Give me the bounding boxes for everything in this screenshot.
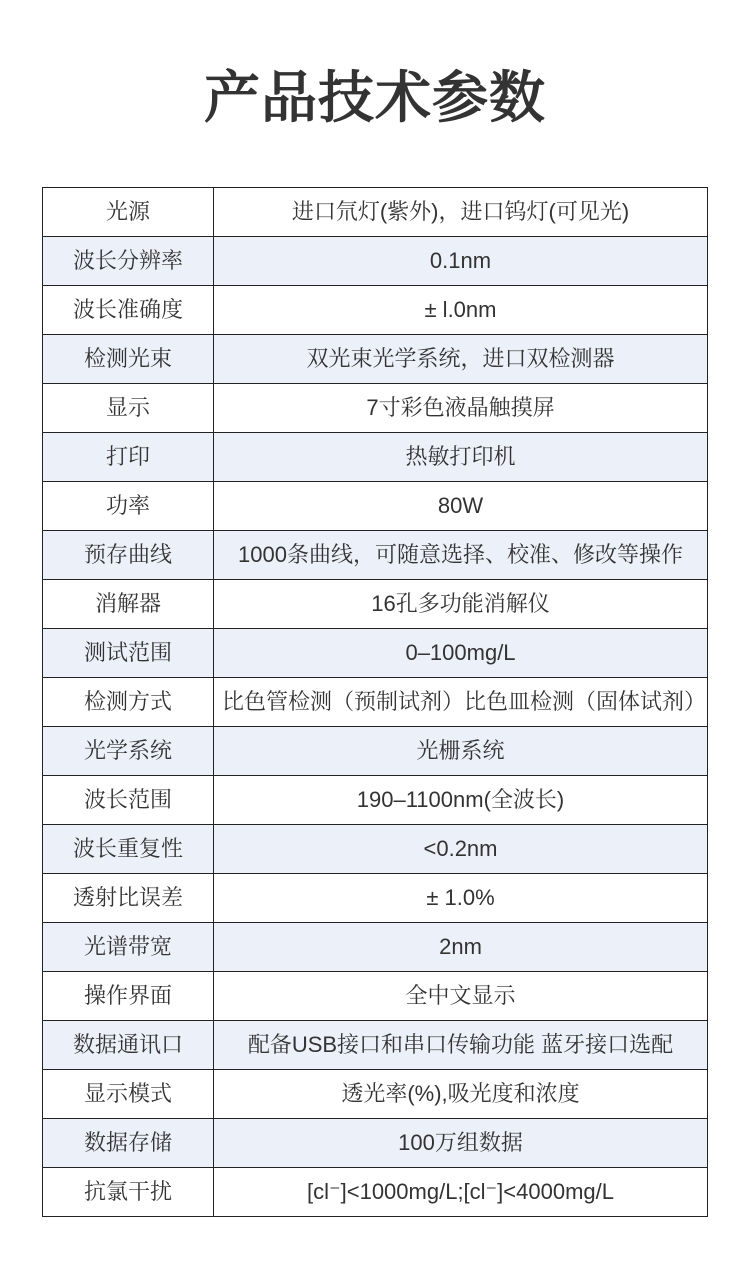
table-row [43, 776, 708, 825]
param-label: 操作界面 [43, 972, 214, 1021]
table-row [43, 972, 708, 1021]
param-label: 光源 [43, 188, 214, 237]
param-value: 配备USB接口和串口传输功能 蓝牙接口选配 [214, 1021, 708, 1070]
param-value: 16孔多功能消解仪 [214, 580, 708, 629]
param-value: 比色管检测（预制试剂）比色皿检测（固体试剂） [214, 678, 708, 727]
table-row [43, 923, 708, 972]
param-value: [cl⁻]<1000mg/L;[cl⁻]<4000mg/L [214, 1168, 708, 1217]
table-row [43, 727, 708, 776]
table-row [43, 335, 708, 384]
page-title: 产品技术参数 [204, 66, 546, 129]
table-row [43, 1021, 708, 1070]
table-row [43, 825, 708, 874]
param-label: 波长范围 [43, 776, 214, 825]
param-value: 热敏打印机 [214, 433, 708, 482]
param-label: 消解器 [43, 580, 214, 629]
table-row [43, 629, 708, 678]
param-label: 测试范围 [43, 629, 214, 678]
table-row [43, 1119, 708, 1168]
param-label: 数据通讯口 [43, 1021, 214, 1070]
param-value: ± l.0nm [214, 286, 708, 335]
param-value: 100万组数据 [214, 1119, 708, 1168]
table-row [43, 433, 708, 482]
param-label: 预存曲线 [43, 531, 214, 580]
table-row [43, 237, 708, 286]
param-label: 光学系统 [43, 727, 214, 776]
param-label: 波长分辨率 [43, 237, 214, 286]
param-label: 显示 [43, 384, 214, 433]
param-label: 光谱带宽 [43, 923, 214, 972]
table-row [43, 286, 708, 335]
param-label: 抗氯干扰 [43, 1168, 214, 1217]
param-value: 进口氘灯(紫外)，进口钨灯(可见光) [214, 188, 708, 237]
param-label: 波长准确度 [43, 286, 214, 335]
table-row [43, 874, 708, 923]
param-value: 透光率(%),吸光度和浓度 [214, 1070, 708, 1119]
table-row [43, 1168, 708, 1217]
param-label: 显示模式 [43, 1070, 214, 1119]
table-row [43, 678, 708, 727]
param-value: 1000条曲线，可随意选择、校准、修改等操作 [214, 531, 708, 580]
param-value: 双光束光学系统，进口双检测器 [214, 335, 708, 384]
param-value: <0.2nm [214, 825, 708, 874]
spec-table-container [42, 187, 708, 1217]
table-row [43, 482, 708, 531]
param-value: 2nm [214, 923, 708, 972]
table-row [43, 384, 708, 433]
param-value: 光栅系统 [214, 727, 708, 776]
spec-table-body [43, 188, 708, 1217]
param-value: 0.1nm [214, 237, 708, 286]
table-row [43, 531, 708, 580]
param-value: 80W [214, 482, 708, 531]
param-label: 波长重复性 [43, 825, 214, 874]
param-value: 190–1100nm(全波长) [214, 776, 708, 825]
param-label: 数据存储 [43, 1119, 214, 1168]
param-value: 全中文显示 [214, 972, 708, 1021]
param-label: 打印 [43, 433, 214, 482]
param-label: 功率 [43, 482, 214, 531]
param-value: 7寸彩色液晶触摸屏 [214, 384, 708, 433]
table-row [43, 188, 708, 237]
table-row [43, 1070, 708, 1119]
param-label: 检测光束 [43, 335, 214, 384]
param-label: 透射比误差 [43, 874, 214, 923]
table-row [43, 580, 708, 629]
spec-table [42, 187, 708, 1217]
param-label: 检测方式 [43, 678, 214, 727]
param-value: 0–100mg/L [214, 629, 708, 678]
param-value: ± 1.0% [214, 874, 708, 923]
